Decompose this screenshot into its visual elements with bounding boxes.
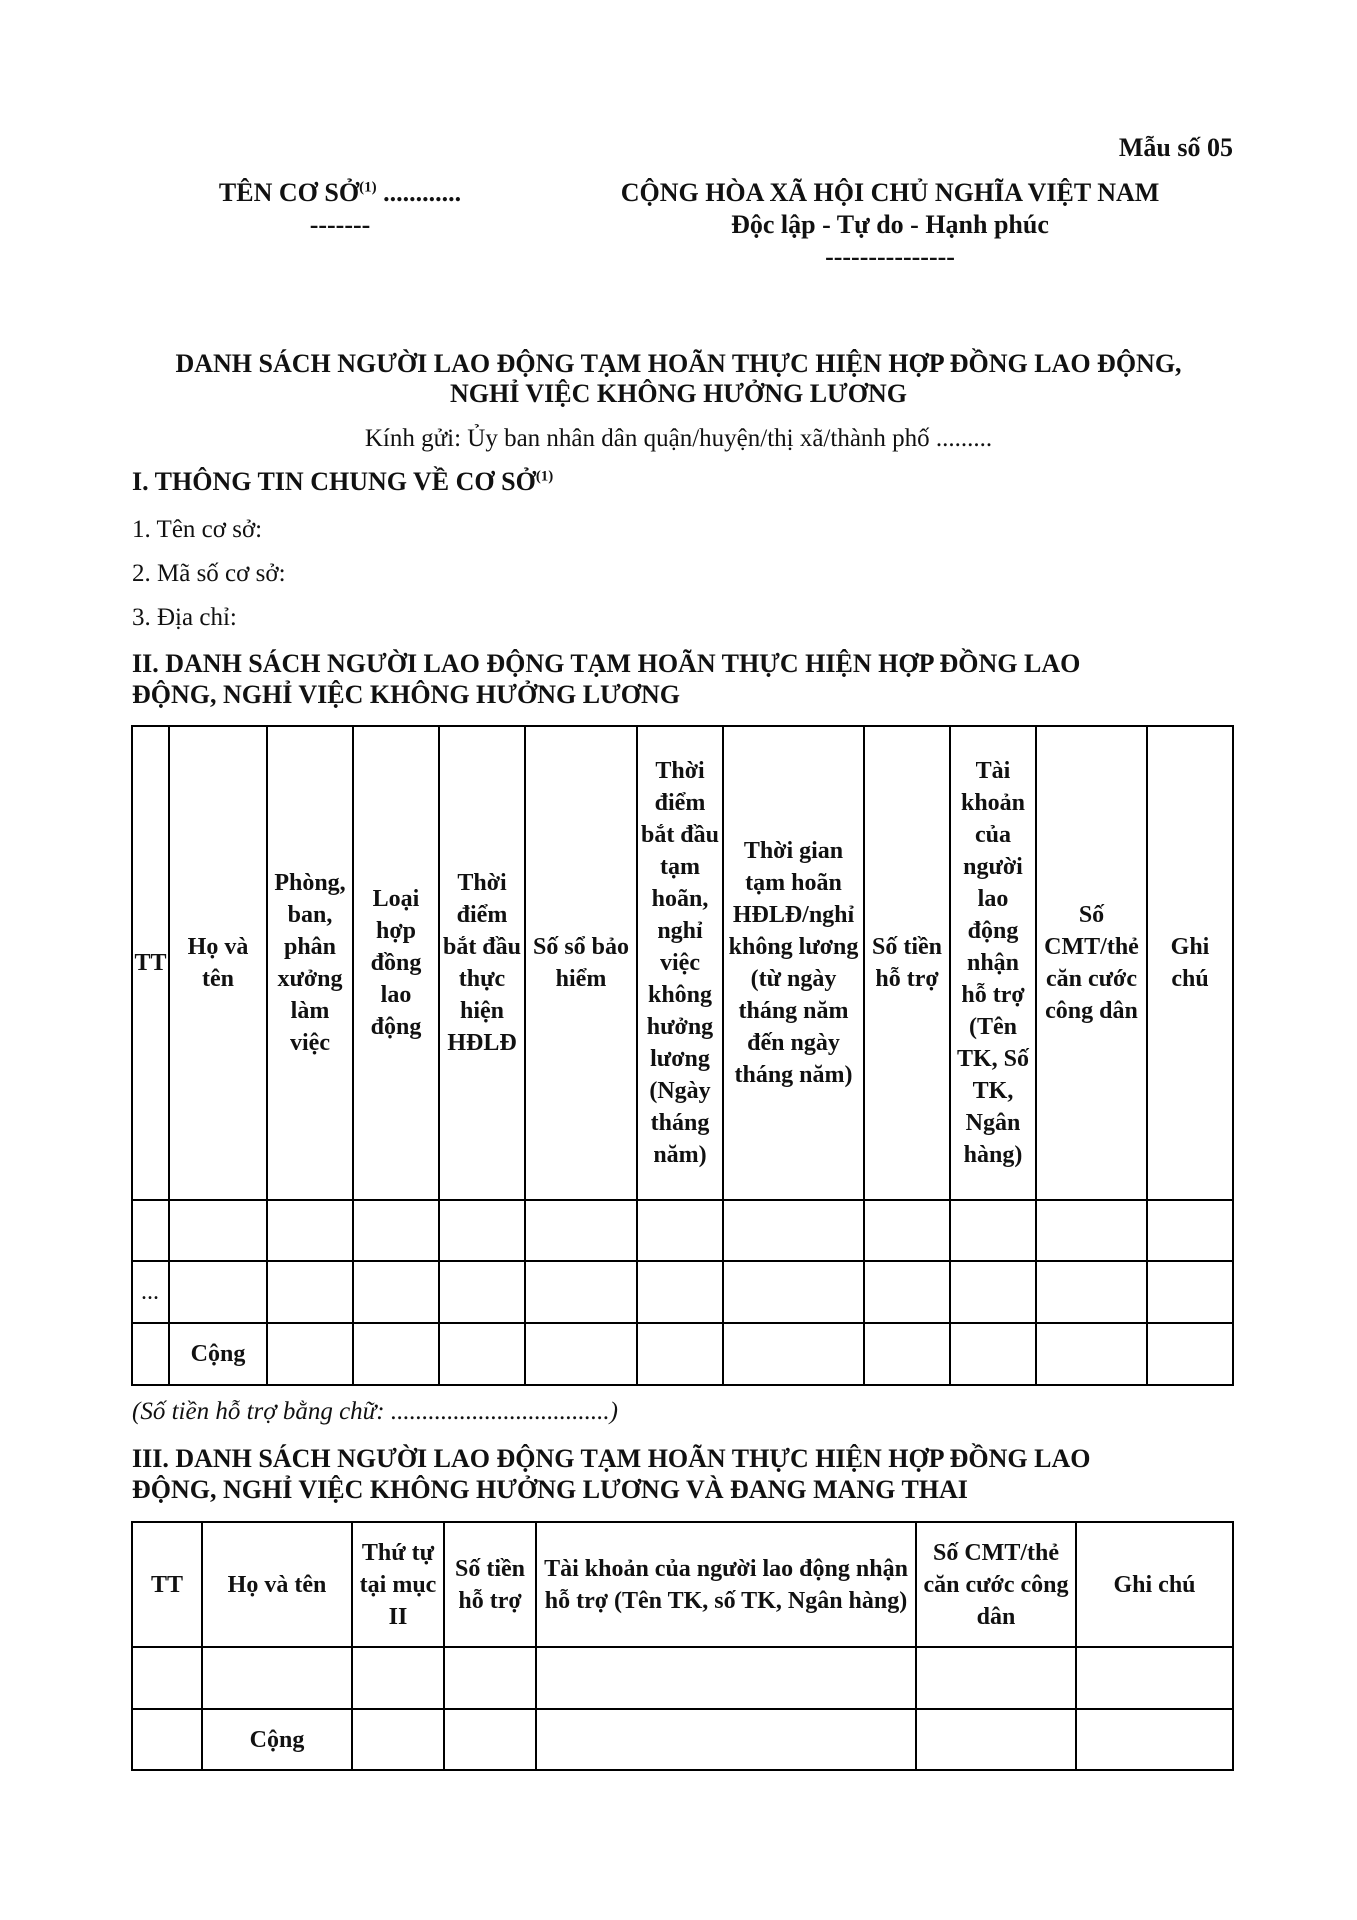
table-cell[interactable]	[525, 1200, 637, 1261]
table-cell[interactable]	[202, 1647, 352, 1709]
footnote-ref: (1)	[359, 179, 377, 196]
col-header-order-in-section-2: Thứ tự tại mục II	[352, 1522, 444, 1647]
table-cell[interactable]	[132, 1200, 169, 1261]
col-header-tt: TT	[132, 1522, 202, 1647]
col-header-department: Phòng, ban, phân xưởng làm việc	[267, 726, 353, 1200]
section-3-heading-line1: III. DANH SÁCH NGƯỜI LAO ĐỘNG TẠM HOÃN THỰC HIỆN HỢP ĐỒNG LAO	[132, 1444, 1091, 1473]
table-cell[interactable]	[444, 1709, 536, 1770]
table-cell[interactable]	[864, 1323, 950, 1385]
col-header-tt: TT	[132, 726, 169, 1200]
col-header-support-amount: Số tiền hỗ trợ	[444, 1522, 536, 1647]
table-cell[interactable]	[353, 1323, 439, 1385]
table-cell	[132, 1323, 169, 1385]
facility-name-label	[180, 177, 500, 209]
table-cell[interactable]	[950, 1261, 1036, 1323]
table-cell[interactable]	[950, 1323, 1036, 1385]
section-1-heading	[132, 466, 553, 498]
table-cell[interactable]	[723, 1261, 864, 1323]
table-cell[interactable]	[1076, 1647, 1233, 1709]
col-header-id-card: Số CMT/thẻ căn cước công dân	[916, 1522, 1076, 1647]
table-header-row	[132, 726, 1233, 1200]
col-header-name: Họ và tên	[202, 1522, 352, 1647]
document-title-line1: DANH SÁCH NGƯỜI LAO ĐỘNG TẠM HOÃN THỰC HIỆN HỢP ĐỒNG LAO ĐỘNG,	[175, 349, 1182, 378]
col-header-support-amount: Số tiền hỗ trợ	[864, 726, 950, 1200]
total-label: Cộng	[169, 1323, 267, 1385]
table-cell[interactable]	[1147, 1200, 1233, 1261]
recipient-line: Kính gửi: Ủy ban nhân dân quận/huyện/thị xã/thành phố .........	[364, 425, 993, 452]
table-row	[132, 1200, 1233, 1261]
table-cell[interactable]	[864, 1261, 950, 1323]
table-cell[interactable]	[637, 1261, 723, 1323]
table-cell[interactable]	[1147, 1261, 1233, 1323]
table-cell[interactable]	[439, 1261, 525, 1323]
total-label: Cộng	[202, 1709, 352, 1770]
table-row	[132, 1261, 1233, 1323]
facility-code-field: 2. Mã số cơ sở:	[132, 560, 286, 587]
facility-name-text: TÊN CƠ SỞ	[218, 178, 360, 207]
table-cell[interactable]	[353, 1261, 439, 1323]
col-header-insurance-number: Số sổ bảo hiểm	[525, 726, 637, 1200]
table-row	[132, 1647, 1233, 1709]
col-header-id-card: Số CMT/thẻ căn cước công dân	[1036, 726, 1147, 1200]
document-title-line2: NGHỈ VIỆC KHÔNG HƯỞNG LƯƠNG	[450, 379, 907, 408]
table-cell[interactable]	[916, 1709, 1076, 1770]
col-header-suspension-period: Thời gian tạm hoãn HĐLĐ/nghỉ không lương (từ ngày tháng năm đến ngày tháng năm)	[723, 726, 864, 1200]
col-header-contract-type: Loại hợp đồng lao động	[353, 726, 439, 1200]
table-cell[interactable]	[536, 1709, 916, 1770]
table-cell[interactable]	[132, 1647, 202, 1709]
table-header-row	[132, 1522, 1233, 1647]
table-cell[interactable]	[525, 1323, 637, 1385]
right-header-rule: ---------------	[825, 242, 955, 271]
table-cell[interactable]	[1076, 1709, 1233, 1770]
table-cell[interactable]	[444, 1647, 536, 1709]
table-cell[interactable]	[439, 1200, 525, 1261]
table-cell[interactable]	[169, 1261, 267, 1323]
col-header-bank-account: Tài khoản của người lao động nhận hỗ trợ (Tên TK, số TK, Ngân hàng)	[536, 1522, 916, 1647]
facility-name-dots: ............	[376, 178, 462, 207]
table-total-row	[132, 1709, 1233, 1770]
table-cell[interactable]	[525, 1261, 637, 1323]
col-header-bank-account: Tài khoản của người lao động nhận hỗ trợ (Tên TK, Số TK, Ngân hàng)	[950, 726, 1036, 1200]
ellipsis-cell: ...	[132, 1261, 169, 1323]
table-cell[interactable]	[267, 1323, 353, 1385]
section-2-table	[131, 725, 1234, 1386]
left-header-rule: -------	[309, 210, 371, 239]
col-header-contract-start: Thời điểm bắt đầu thực hiện HĐLĐ	[439, 726, 525, 1200]
table-cell[interactable]	[353, 1200, 439, 1261]
motto: Độc lập - Tự do - Hạnh phúc	[731, 210, 1049, 239]
col-header-name: Họ và tên	[169, 726, 267, 1200]
amount-in-words-note: (Số tiền hỗ trợ bằng chữ: ...................................)	[132, 1398, 618, 1425]
country-name: CỘNG HÒA XÃ HỘI CHỦ NGHĨA VIỆT NAM	[620, 178, 1160, 207]
table-cell[interactable]	[1036, 1323, 1147, 1385]
table-cell[interactable]	[439, 1323, 525, 1385]
table-cell[interactable]	[637, 1200, 723, 1261]
col-header-notes: Ghi chú	[1147, 726, 1233, 1200]
col-header-suspension-start: Thời điểm bắt đầu tạm hoãn, nghỉ việc không hưởng lương (Ngày tháng năm)	[637, 726, 723, 1200]
table-cell[interactable]	[1147, 1323, 1233, 1385]
table-cell[interactable]	[267, 1200, 353, 1261]
section-2-heading-line1: II. DANH SÁCH NGƯỜI LAO ĐỘNG TẠM HOÃN THỰC HIỆN HỢP ĐỒNG LAO	[132, 649, 1081, 678]
table-cell[interactable]	[536, 1647, 916, 1709]
table-cell[interactable]	[916, 1647, 1076, 1709]
section-3-table	[131, 1521, 1234, 1771]
table-cell[interactable]	[352, 1647, 444, 1709]
table-cell[interactable]	[169, 1200, 267, 1261]
table-cell[interactable]	[1036, 1200, 1147, 1261]
address-field: 3. Địa chỉ:	[132, 604, 237, 631]
table-cell	[132, 1709, 202, 1770]
table-cell[interactable]	[864, 1200, 950, 1261]
facility-name-field: 1. Tên cơ sở:	[132, 516, 263, 543]
table-cell[interactable]	[723, 1323, 864, 1385]
col-header-notes: Ghi chú	[1076, 1522, 1233, 1647]
form-number: Mẫu số 05	[1118, 133, 1233, 162]
section-2-heading-line2: ĐỘNG, NGHỈ VIỆC KHÔNG HƯỞNG LƯƠNG	[132, 680, 680, 709]
table-cell[interactable]	[352, 1709, 444, 1770]
table-cell[interactable]	[950, 1200, 1036, 1261]
section-1-heading-text: I. THÔNG TIN CHUNG VỀ CƠ SỞ	[132, 467, 536, 496]
table-cell[interactable]	[267, 1261, 353, 1323]
table-cell[interactable]	[723, 1200, 864, 1261]
footnote-ref: (1)	[535, 468, 554, 485]
table-total-row	[132, 1323, 1233, 1385]
section-3-heading-line2: ĐỘNG, NGHỈ VIỆC KHÔNG HƯỞNG LƯƠNG VÀ ĐANG MANG THAI	[132, 1475, 968, 1504]
table-cell[interactable]	[1036, 1261, 1147, 1323]
table-cell[interactable]	[637, 1323, 723, 1385]
